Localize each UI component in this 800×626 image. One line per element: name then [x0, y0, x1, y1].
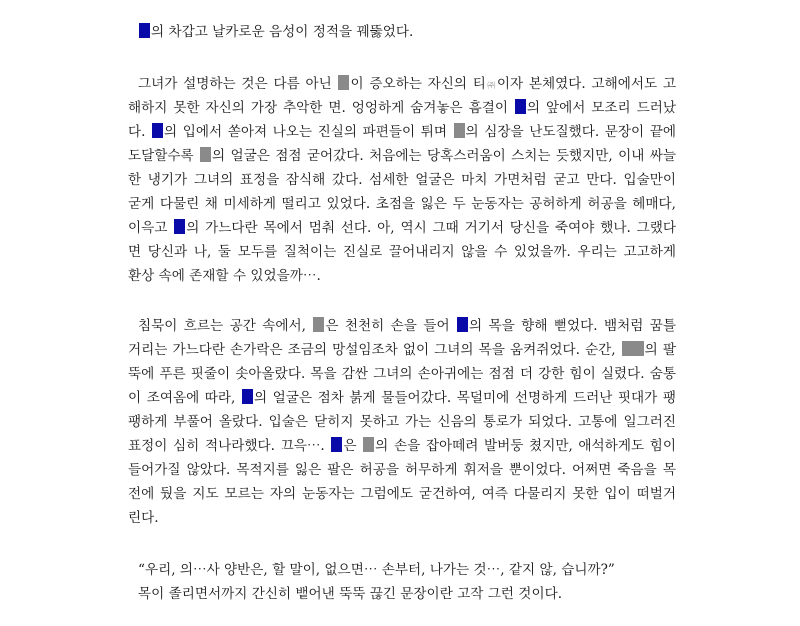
text-span: 의 얼굴은 점점 굳어갔다. 처음에는 당혹스러움이 스치는 듯했지만, 이내 싸늘 — [212, 148, 677, 164]
text-line — [128, 243, 676, 261]
text-span: “우리, 의⋯사 양반은, 할 말이, 없으면⋯ 손부터, 나가는 것⋯, 같지 않, 습니까?” — [138, 562, 615, 578]
text-line — [138, 585, 676, 603]
text-span: 의 목을 향해 뻗었다. 뱀처럼 꿈틀 — [469, 318, 677, 334]
text-line — [128, 219, 676, 237]
text-span: 린다. — [128, 510, 159, 526]
text-span: 의 얼굴은 점차 붉게 물들어갔다. 목덜미에 선명하게 드러난 핏대가 팽 — [253, 390, 676, 406]
text-span: 그녀가 설명하는 것은 다름 아닌 — [138, 76, 338, 92]
text-span: 이 증오하는 자신의 티 — [350, 76, 486, 92]
blue-redaction — [331, 437, 342, 452]
text-line — [128, 123, 676, 141]
gray-redaction — [622, 341, 644, 356]
text-span: 의 입에서 쏟아져 나오는 진실의 파편들이 튀며 — [164, 124, 453, 140]
text-line — [128, 195, 676, 213]
text-span: 한 냉기가 그녀의 표정을 잠식해 갔다. 섬세한 얼굴은 마치 가면처럼 굳고 만다. 입술만이 — [128, 172, 676, 188]
text-line — [128, 341, 676, 359]
text-span: 이 조여옴에 따라, — [128, 390, 241, 406]
text-line — [138, 317, 676, 335]
text-line — [128, 485, 676, 503]
text-span: 다. — [128, 124, 152, 140]
blue-redaction — [152, 123, 163, 138]
blue-redaction — [174, 219, 185, 234]
text-span: 이윽고 — [128, 220, 174, 236]
text-span: 면 당신과 나, 둘 모두를 질척이는 진실로 끌어내리지 않을 수 있었을까. 우리는 고고하게 — [128, 244, 676, 260]
text-line — [128, 267, 676, 285]
text-span: 은 — [343, 438, 363, 454]
text-span: 환상 속에 존재할 수 있었을까⋯. — [128, 268, 321, 284]
text-span: 의 팔 — [644, 342, 676, 358]
text-span: 표정이 심히 적나라했다. 끄윽⋯. — [128, 438, 331, 454]
blue-redaction — [457, 317, 468, 332]
text-span: 이자 본체였다. 고해에서도 고 — [496, 76, 676, 92]
text-line — [128, 389, 676, 407]
blue-redaction — [242, 389, 253, 404]
text-span: 의 차갑고 날카로운 음성이 정적을 꿰뚫었다. — [151, 24, 414, 40]
text-line — [128, 413, 676, 431]
tiny-glyph: ㈜ — [485, 81, 497, 90]
text-span: 뚝에 푸른 핏줄이 솟아올랐다. 목을 감싼 그녀의 손아귀에는 점점 더 강한 힘이 실렸다. 숨통 — [128, 366, 676, 382]
gray-redaction — [338, 75, 349, 90]
text-line — [128, 99, 676, 117]
text-line — [138, 75, 676, 93]
text-line — [128, 461, 676, 479]
text-span: 목이 졸리면서까지 간신히 뱉어낸 뚝뚝 끊긴 문장이란 고작 그런 것이다. — [138, 586, 563, 602]
text-span: 굳게 다물린 채 미세하게 떨리고 있었다. 초점을 잃은 두 눈동자는 공허하게 허공을 헤매다, — [128, 196, 676, 212]
text-span: 들어가질 않았다. 목적지를 잃은 팔은 허공을 허무하게 휘저을 뿐이었다. 어쩌면 죽음을 목 — [128, 462, 676, 478]
gray-redaction — [363, 437, 374, 452]
text-line — [128, 509, 676, 527]
text-span: 의 앞에서 모조리 드러났 — [526, 100, 677, 116]
gray-redaction — [313, 317, 324, 332]
gray-redaction — [454, 123, 465, 138]
text-span: 도달할수록 — [128, 148, 200, 164]
text-span: 은 천천히 손을 들어 — [325, 318, 456, 334]
text-span: 전에 뒀을 지도 모르는 자의 눈동자는 그럼에도 굳건하여, 여즉 다물리지 못한 입이 떠벌거 — [128, 486, 676, 502]
blue-redaction — [139, 23, 150, 38]
gray-redaction — [200, 147, 211, 162]
text-line — [128, 171, 676, 189]
text-span: 해하지 못한 자신의 가장 추악한 면. 엉엉하게 숨겨놓은 흠결이 — [128, 100, 514, 116]
blue-redaction — [515, 99, 526, 114]
text-span: 의 손을 잡아떼려 발버둥 쳤지만, 애석하게도 힘이 — [375, 438, 676, 454]
text-line — [138, 23, 686, 41]
text-line — [128, 365, 676, 383]
text-span: 의 심장을 난도질했다. 문장이 끝에 — [465, 124, 676, 140]
text-span: 침묵이 흐르는 공간 속에서, — [138, 318, 313, 334]
text-span: 팽하게 부풀어 올랐다. 입술은 닫히지 못하고 가는 신음의 통로가 되었다. 고통에 일그러진 — [128, 414, 676, 430]
text-line — [128, 147, 676, 165]
text-line — [128, 437, 676, 455]
dialogue-line — [138, 561, 676, 579]
text-span: 거리는 가느다란 손가락은 조금의 망설임조차 없이 그녀의 목을 움켜쥐었다. 순간, — [128, 342, 621, 358]
text-span: 의 가느다란 목에서 멈춰 선다. 아, 역시 그때 거기서 당신을 죽여야 했나. 그랬다 — [186, 220, 676, 236]
